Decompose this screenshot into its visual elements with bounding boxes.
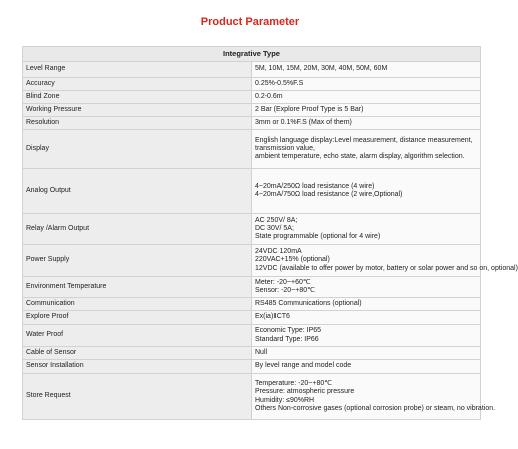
value-line: AC 250V/ 8A; <box>255 216 298 224</box>
table-header: Integrative Type <box>23 47 481 62</box>
row-label: Sensor Installation <box>23 360 252 374</box>
page-title: Product Parameter <box>200 16 300 28</box>
value-line: 0.25%-0.5%F.S <box>255 79 304 87</box>
row-label: Environment Temperature <box>23 277 252 298</box>
value-line: transmission value, <box>255 144 315 152</box>
row-value <box>252 347 481 360</box>
value-line: 220VAC+15% (optional) <box>255 256 330 264</box>
value-line: 4~20mA/250Ω load resistance (4 wire) <box>255 182 375 190</box>
row-value <box>252 374 496 420</box>
table-row <box>23 91 481 104</box>
value-line: Others Non-corrosive gases (optional corrosion probe) or steam, no vibration. <box>255 404 496 412</box>
row-value <box>252 130 481 169</box>
table-row <box>23 78 481 91</box>
row-label: Resolution <box>23 117 252 130</box>
row-label: Explore Proof <box>23 311 252 325</box>
table-row <box>23 298 481 311</box>
value-line: DC 30V/ 5A; <box>255 224 294 232</box>
row-value <box>252 117 481 130</box>
value-line: Meter: -20~+60℃ <box>255 278 311 286</box>
table-body <box>23 62 518 420</box>
value-line: 5M, 10M, 15M, 20M, 30M, 40M, 50M, 60M <box>255 65 388 73</box>
row-value <box>252 78 481 91</box>
value-line: 3mm or 0.1%F.S (Max of them) <box>255 118 352 126</box>
table-row <box>23 347 481 360</box>
value-line: Humidity: ≤90%RH <box>255 396 315 404</box>
row-label: Power Supply <box>23 245 252 277</box>
value-line: By level range and model code <box>255 362 352 370</box>
table-row <box>23 104 481 117</box>
row-value <box>252 214 481 245</box>
table-row <box>23 214 481 245</box>
value-line: Sensor: -20~+80℃ <box>255 287 316 294</box>
value-line: 2 Bar (Explore Proof Type is 5 Bar) <box>255 105 364 113</box>
row-value <box>252 360 481 374</box>
value-line: 12VDC (available to offer power by motor, battery or solar power and so on, optional) <box>255 264 518 272</box>
table-row <box>23 374 481 420</box>
parameter-table <box>22 46 518 420</box>
row-value <box>252 325 481 347</box>
row-label: Accuracy <box>23 78 252 91</box>
value-line: Temperature: -20~+80℃ <box>255 380 333 388</box>
table-row <box>23 360 481 374</box>
value-line: Economic Type: IP65 <box>255 327 322 335</box>
row-value <box>252 62 481 78</box>
row-label: Relay /Alarm Output <box>23 214 252 245</box>
row-value <box>252 245 518 277</box>
row-label: Working Pressure <box>23 104 252 117</box>
value-line: 24VDC 120mA <box>255 248 302 256</box>
value-line: English language display:Level measurement, distance measurement, <box>255 136 473 144</box>
value-line: ambient temperature, echo state, alarm display, algorithm selection. <box>255 153 465 161</box>
row-label: Display <box>23 130 252 169</box>
row-label: Blind Zone <box>23 91 252 104</box>
value-line: 0.2-0.6m <box>255 92 283 100</box>
value-line: Pressure: atmospheric pressure <box>255 388 355 396</box>
table-row <box>23 245 481 277</box>
table-row <box>23 169 481 214</box>
value-line: Null <box>255 348 268 356</box>
table-row <box>23 62 481 78</box>
row-label: Store Request <box>23 374 252 420</box>
row-value <box>252 91 481 104</box>
row-value <box>252 104 481 117</box>
table-row <box>23 311 481 325</box>
row-value <box>252 298 481 311</box>
value-line: Ex(ia)ⅡCT6 <box>255 313 290 321</box>
table-row <box>23 117 481 130</box>
row-label: Level Range <box>23 62 252 78</box>
value-line: RS485 Communications (optional) <box>255 299 362 307</box>
value-line: State programmable (optional for 4 wire) <box>255 233 381 241</box>
row-label: Cable of Sensor <box>23 347 252 360</box>
value-line: Standard Type: IP66 <box>255 335 319 343</box>
table-row <box>23 325 481 347</box>
table-row <box>23 130 481 169</box>
row-label: Water Proof <box>23 325 252 347</box>
row-value <box>252 311 481 325</box>
value-line: 4~20mA/750Ω load resistance (2 wire,Optional) <box>255 191 403 198</box>
row-label: Communication <box>23 298 252 311</box>
row-value <box>252 169 481 214</box>
row-label: Analog Output <box>23 169 252 214</box>
row-value <box>252 277 481 298</box>
table-header-row <box>23 47 481 62</box>
table-row <box>23 277 481 298</box>
